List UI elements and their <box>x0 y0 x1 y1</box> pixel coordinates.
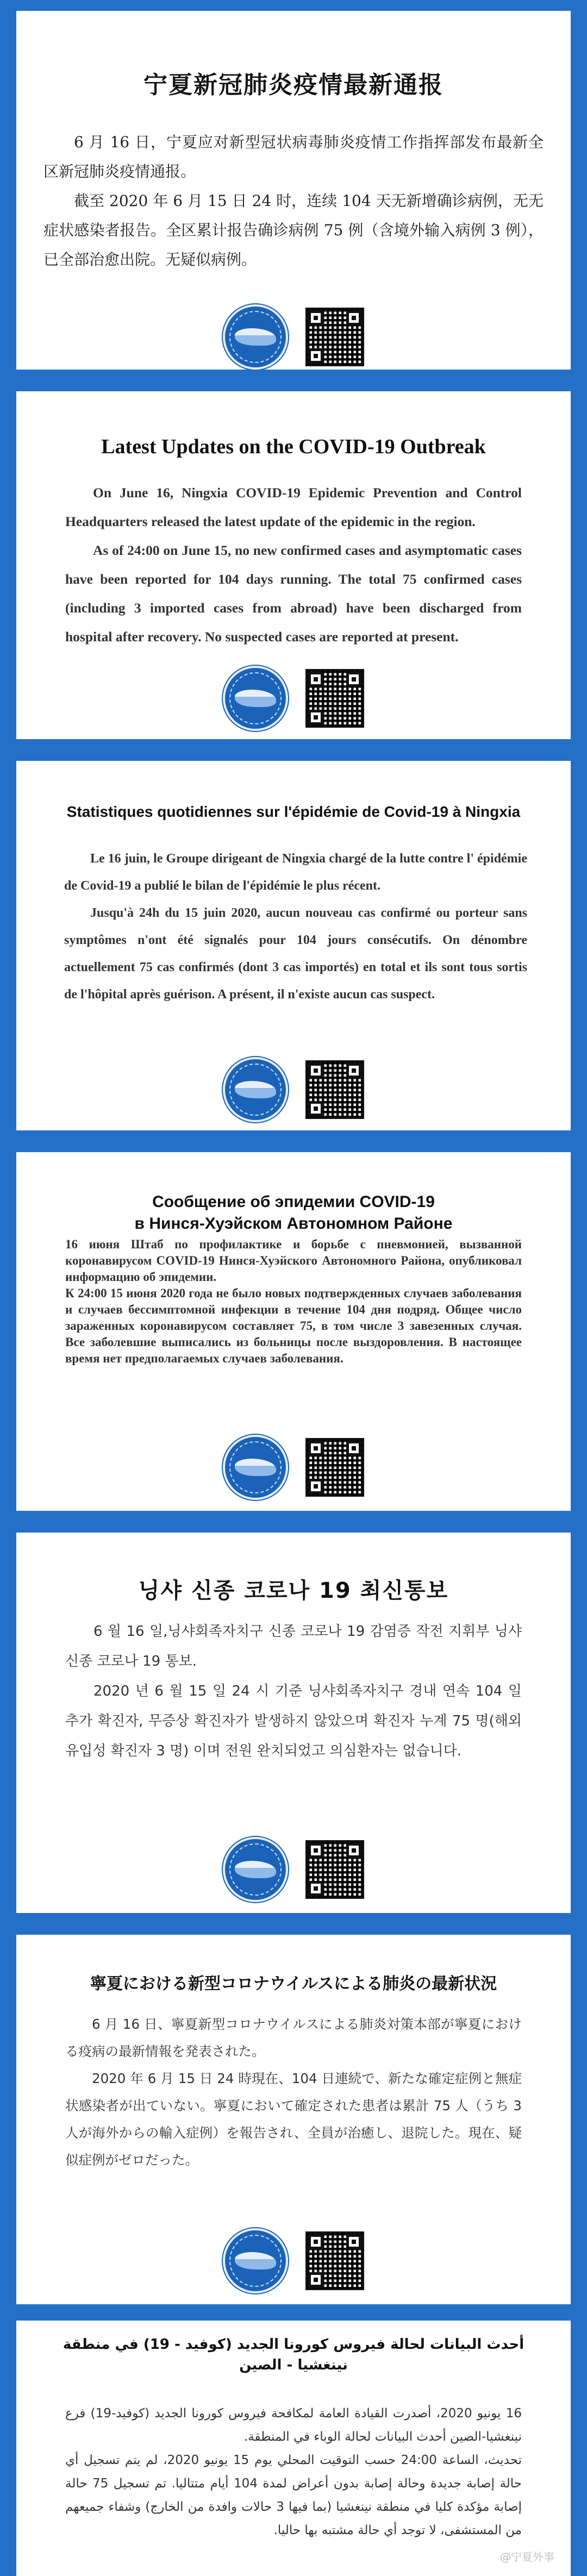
card-body <box>43 128 544 274</box>
qr-code-icon <box>305 1840 364 1899</box>
card-footer <box>16 1837 571 1902</box>
qr-code-icon <box>305 2231 364 2290</box>
notice-card-chinese <box>16 11 571 370</box>
paragraph-statistics: 2020 년 6 월 15 일 24 시 기준 닝샤회족자치구 경내 연속 104 일 추가 확진자, 무증상 확진자가 발생하지 않았으며 확진자 누계 75 명(해외 유입성 확진자 3 명) 이며 전원 완치되었고 의심환자는 없습니다. <box>65 1683 522 1759</box>
card-title: أحدث البيانات لحالة فيروس كورونا الجديد (كوفيد - 19) في منطقة نينغشيا - الصين <box>63 2336 524 2373</box>
card-body <box>65 478 522 651</box>
card-title-line-2: в Нинся-Хуэйском Автономном Районе <box>134 1215 453 1233</box>
ningxia-emblem-icon <box>223 2228 288 2293</box>
card-footer <box>16 304 571 370</box>
paragraph-announcement: 16 июня Штаб по профилактике и борьбе с пневмонией, вызванной коронавирусом COVID-19 Нинся-Хуэйского Автономного Района, опубликовал информацию об эпидемии. <box>65 1237 522 1284</box>
card-title-line-1: Сообщение об эпидемии COVID-19 <box>152 1193 435 1211</box>
card-title: Statistiques quotidiennes sur l'épidémie de Covid-19 à Ningxia <box>66 803 521 820</box>
paragraph-announcement: Le 16 juin, le Groupe dirigeant de Ningxia chargé de la lutte contre l' épidémie de Covid-19 a publié le bilan de l'épidémie le plus récent. <box>64 852 527 893</box>
card-footer <box>16 1435 571 1500</box>
ningxia-emblem-icon <box>223 304 288 370</box>
paragraph-announcement: 6 月 16 日、寧夏新型コロナウイルスによる肺炎対策本部が寧夏における疫病の最新情報を発表された。 <box>65 2016 522 2059</box>
card-title: Latest Updates on the COVID-19 Outbreak <box>101 435 486 458</box>
paragraph-statistics: تحديث، الساعة 24:00 حسب التوقيت المحلي يوم 15 يونيو 2020، لم يتم تسجيل أي حالة إصابة جديدة وحالة إصابة بدون أعراض لمدة 104 أيام متتاليا. تم تسجيل 75 حالة إصابة مؤكدة كليا في منطقة نينغشيا (بما فيها 3 حالات وافدة من الخارج) وشفاء جميعهم من المستشفى، لا توجد أي حالة مشتبه بها حاليا. <box>65 2453 522 2537</box>
notice-card-russian <box>16 1152 571 1511</box>
qr-code-icon <box>305 308 364 366</box>
ningxia-emblem-icon <box>223 1435 288 1500</box>
notice-card-french <box>16 761 571 1130</box>
qr-code-icon <box>305 1438 364 1497</box>
card-title <box>16 1191 571 1235</box>
card-body <box>65 1617 522 1766</box>
weibo-watermark: @宁夏外事 <box>500 2550 554 2564</box>
notice-card-arabic <box>16 2321 571 2576</box>
notice-card-english <box>16 391 571 739</box>
paragraph-announcement: 6 月 16 日，宁夏应对新型冠状病毒肺炎疫情工作指挥部发布最新全区新冠肺炎疫情通报。 <box>43 133 544 180</box>
notice-card-japanese <box>16 1935 571 2304</box>
paragraph-statistics: 2020 年 6 月 15 日 24 時現在、104 日連続で、新たな確定症例と無症状感染者が出ていない。寧夏において確定された患者は累計 75 人（うち 3 人が海外からの輸入症例）を報告され、全員が治癒し、退院した。現在、疑似症例がゼロだった。 <box>65 2071 522 2168</box>
ningxia-emblem-icon <box>223 666 288 731</box>
paragraph-statistics: As of 24:00 on June 15, no new confirmed cases and asymptomatic cases have been reported for 104 days running. The total 75 confirmed cases (including 3 imported cases from abroad) have been discharged from hospital after recovery. No suspected cases are reported at present. <box>65 542 522 645</box>
notice-card-korean <box>16 1533 571 1913</box>
card-body <box>65 1236 522 1367</box>
card-body <box>65 2011 522 2174</box>
card-body <box>64 845 527 1008</box>
qr-code-icon <box>305 669 364 728</box>
qr-code-icon <box>305 1060 364 1119</box>
card-footer <box>16 2228 571 2293</box>
paragraph-statistics: 截至 2020 年 6 月 15 日 24 时，连续 104 天无新增确诊病例，无无症状感染者报告。全区累计报告确诊病例 75 例（含境外输入病例 3 例），已全部治愈出院。无疑似病例。 <box>43 192 544 268</box>
paragraph-statistics: К 24:00 15 июня 2020 года не было новых подтвержденных случаев заболевания и случаев бессимптомной инфекции в течение 104 дня подряд. Общее число зараженных коронавирусом составляет 75, в том числе 3 завезенных случая. Все заболевшие выписались из больницы после выздоровления. В настоящее время нет предполагаемых случаев заболевания. <box>65 1286 522 1365</box>
card-footer <box>16 666 571 731</box>
ningxia-emblem-icon <box>223 1837 288 1902</box>
card-title: 닝샤 신종 코로나 19 최신통보 <box>138 1578 449 1603</box>
card-title: 寧夏における新型コロナウイルスによる肺炎の最新状況 <box>90 1974 497 1993</box>
card-footer <box>16 1057 571 1122</box>
paragraph-statistics: Jusqu'à 24h du 15 juin 2020, aucun nouveau cas confirmé ou porteur sans symptômes n'ont été signalés pour 104 jours consécutifs. On dénombre actuellement 75 cas confirmés (dont 3 cas importés) en total et ils sont tous sortis de l'hôpital après guérison. A présent, il n'existe aucun cas suspect. <box>64 906 527 1002</box>
paragraph-announcement: 6 월 16 일,닝샤회족자치구 신종 코로나 19 감염증 작전 지휘부 닝샤 신종 코로나 19 통보. <box>65 1623 522 1670</box>
paragraph-announcement: 16 يونيو 2020، أصدرت القيادة العامة لمكافحة فيروس كورونا الجديد (كوفيد-19) فرع نينغشيا-الصين أحدث البيانات لحالة الوباء في المنطقة. <box>65 2406 522 2444</box>
card-title: 宁夏新冠肺炎疫情最新通报 <box>143 71 444 99</box>
card-body <box>65 2402 522 2542</box>
ningxia-emblem-icon <box>223 1057 288 1122</box>
paragraph-announcement: On June 16, Ningxia COVID-19 Epidemic Prevention and Control Headquarters released the latest update of the epidemic in the region. <box>65 485 522 529</box>
